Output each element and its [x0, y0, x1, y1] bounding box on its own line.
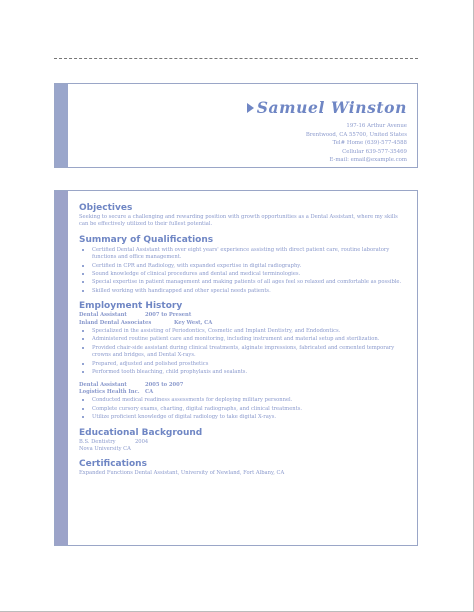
job-1-employer-row	[79, 320, 403, 327]
cell-phone: Cellular 639-577-35469	[342, 148, 407, 155]
job-1-dates: 2007 to Present	[145, 312, 192, 319]
resume-content	[79, 203, 403, 478]
address-line-1: 197-16 Arthur Avenue	[346, 123, 407, 129]
job-1-duties	[79, 327, 403, 376]
list-item: • Special expertise in patient management and making patients of all ages feel so relaxed and comfortable as possible.	[92, 278, 403, 286]
body-stripe	[55, 191, 68, 545]
job-2-employer-row	[79, 389, 403, 396]
education-degree: B.S. Dentistry	[79, 438, 116, 445]
job-2-location: CA	[145, 388, 154, 395]
address-line-2: Brentwood, CA 55700, United States	[305, 131, 407, 138]
list-item: • Provided chair-side assistant during clinical treatments, alginate impressions, fabricated and cemented temporary crowns and bridges, and Dental X-rays.	[92, 344, 403, 360]
list-item: • Performed tooth bleaching, child prophylaxis and sealants.	[92, 368, 403, 376]
certifications-text: Expanded Functions Dental Assistant, University of Newland, Fort Albany, CA	[79, 470, 285, 477]
job-2-dates: 2005 to 2007	[145, 381, 184, 388]
education-degree-row	[79, 439, 403, 446]
job-2-title: Dental Assistant	[79, 381, 127, 388]
education-year: 2004	[135, 438, 149, 445]
header-stripe	[55, 84, 68, 167]
job-2-employer: Logistics Health Inc.	[79, 388, 140, 395]
certifications-heading: Certifications	[79, 459, 147, 470]
list-item: • Skilled working with handicapped and other special needs patients.	[92, 287, 403, 295]
list-item: • Prepared, adjusted and polished prosthetics	[92, 360, 403, 368]
list-item: • Utilize proficient knowledge of digital radiology to take digital X-rays.	[92, 413, 403, 421]
cut-line-divider	[54, 58, 418, 59]
list-item: • Conducted medical readiness assessments for deploying military personnel.	[92, 396, 403, 404]
job-2-duties	[79, 396, 403, 421]
education-school: Nova University CA	[79, 445, 131, 452]
employment-heading: Employment History	[79, 301, 183, 312]
list-item: • Sound knowledge of clinical procedures and dental and medical terminologies.	[92, 270, 403, 278]
job-2-title-row	[79, 382, 403, 389]
list-item: • Administered routine patient care and monitoring, including instrument and material setup and sterilization.	[92, 335, 403, 343]
job-1-title: Dental Assistant	[79, 312, 127, 319]
job-1-employer: Inland Dental Associates	[79, 319, 152, 326]
candidate-name: Samuel Winston	[256, 98, 407, 117]
qualifications-heading: Summary of Qualifications	[79, 234, 214, 245]
home-phone: Tel# Home (639)-577-4588	[332, 140, 407, 147]
list-item: • Certified in CPR and Radiology, with expanded expertise in digital radiography.	[92, 262, 403, 270]
qualifications-list	[79, 246, 403, 295]
job-1-location: Key West, CA	[174, 319, 213, 326]
list-item: • Certified Dental Assistant with over eight years' experience assisting with direct patient care, routine laboratory functions and office management.	[92, 246, 403, 262]
list-item: • Specialized in the assisting of Periodontics, Cosmetic and Implant Dentistry, and Endodontics.	[92, 327, 403, 335]
list-item: • Complete cursory exams, charting, digital radiographs, and clinical treatments.	[92, 405, 403, 413]
email: E-mail: email@example.com	[329, 157, 407, 164]
objectives-text: Seeking to secure a challenging and rewarding position with growth opportunities as a Dental Assistant, where my skills can be effectively utilized to their fullest potential.	[79, 214, 398, 228]
objectives-heading: Objectives	[79, 203, 133, 213]
education-heading: Educational Background	[79, 427, 203, 438]
job-1-title-row	[79, 312, 403, 319]
arrow-right-icon	[247, 103, 254, 113]
name-row	[247, 98, 407, 117]
body-box	[54, 190, 418, 546]
header-box	[54, 83, 418, 168]
contact-block	[306, 122, 407, 165]
